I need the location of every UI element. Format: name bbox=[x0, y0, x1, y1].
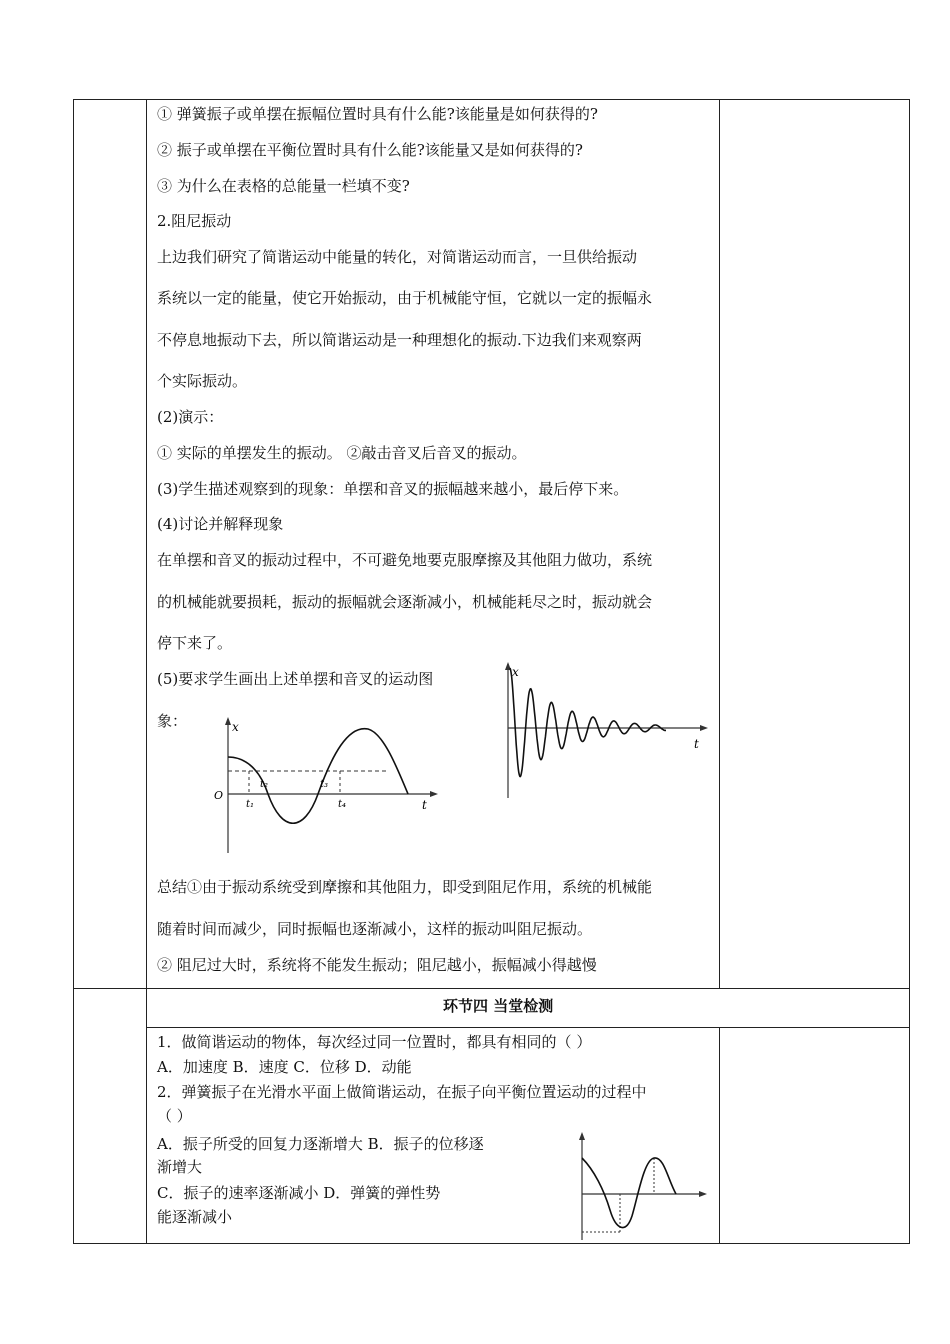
damped-heading: 2.阻尼振动 bbox=[157, 212, 232, 230]
quiz-q2-option-cd: C．振子的速率逐渐减小 D．弹簧的弹性势 bbox=[157, 1184, 441, 1202]
graph1-x-label: t bbox=[422, 798, 427, 812]
quiz-wave-graph bbox=[576, 1130, 711, 1242]
q2-line: ② 振子或单摆在平衡位置时具有什么能?该能量又是如何获得的? bbox=[157, 141, 583, 159]
col-divider-right-2 bbox=[719, 1027, 720, 1244]
graph1-y-label: x bbox=[232, 720, 239, 734]
quiz-q2: 2．弹簧振子在光滑水平面上做简谐运动，在振子向平衡位置运动的过程中 bbox=[157, 1083, 647, 1101]
graph1-t1: t₁ bbox=[246, 799, 255, 810]
damped-graph bbox=[498, 660, 718, 800]
summary-line: 随着时间而减少，同时振幅也逐渐减小，这样的振动叫阻尼振动。 bbox=[157, 920, 593, 938]
quiz-q1: 1．做简谐运动的物体，每次经过同一位置时，都具有相同的（ ） bbox=[157, 1033, 592, 1051]
q1-line: ① 弹簧振子或单摆在振幅位置时具有什么能?该能量是如何获得的? bbox=[157, 105, 598, 123]
row-divider-1 bbox=[73, 988, 910, 989]
summary-line: ② 阻尼过大时，系统将不能发生振动；阻尼越小，振幅减小得越慢 bbox=[157, 956, 597, 974]
graph1-t2: t₂ bbox=[260, 779, 269, 790]
row-divider-2 bbox=[146, 1027, 910, 1028]
section-header: 环节四 当堂检测 bbox=[443, 997, 554, 1015]
quiz-q2-option-ab: A．振子所受的回复力逐渐增大 B．振子的位移逐 bbox=[157, 1135, 484, 1153]
quiz-q2-option-ab-cont: 渐增大 bbox=[157, 1158, 203, 1176]
summary-line: 总结①由于振动系统受到摩擦和其他阻力，即受到阻尼作用，系统的机械能 bbox=[157, 878, 653, 896]
graph1-t3: t₃ bbox=[320, 779, 329, 790]
para-line: 不停息地振动下去，所以简谐运动是一种理想化的振动.下边我们来观察两 bbox=[157, 331, 642, 349]
draw-instruction: (5)要求学生画出上述单摆和音叉的运动图 bbox=[157, 670, 434, 688]
quiz-q2-option-cd-cont: 能逐渐减小 bbox=[157, 1208, 233, 1226]
para-line: 停下来了。 bbox=[157, 634, 233, 652]
observe-line: (3)学生描述观察到的现象：单摆和音叉的振幅越来越小，最后停下来。 bbox=[157, 480, 629, 498]
col-divider-left bbox=[146, 99, 147, 1244]
graph1-origin: O bbox=[214, 789, 224, 802]
para-line: 在单摆和音叉的振动过程中，不可避免地要克服摩擦及其他阻力做功，系统 bbox=[157, 551, 653, 569]
draw-instruction-cont: 象： bbox=[157, 712, 188, 730]
graph2-x-label: t bbox=[694, 737, 699, 751]
para-line: 系统以一定的能量，使它开始振动，由于机械能守恒，它就以一定的振幅永 bbox=[157, 289, 653, 307]
demo-heading: (2)演示： bbox=[157, 408, 224, 426]
graph2-y-label: x bbox=[512, 665, 519, 679]
para-line: 上边我们研究了简谐运动中能量的转化，对简谐运动而言，一旦供给振动 bbox=[157, 248, 638, 266]
sine-graph bbox=[208, 715, 448, 855]
quiz-q1-options: A．加速度 B．速度 C．位移 D．动能 bbox=[157, 1058, 412, 1076]
discuss-heading: (4)讨论并解释现象 bbox=[157, 515, 284, 533]
q3-line: ③ 为什么在表格的总能量一栏填不变? bbox=[157, 177, 410, 195]
para-line: 的机械能就要损耗，振动的振幅就会逐渐减小，机械能耗尽之时，振动就会 bbox=[157, 593, 653, 611]
quiz-q2-paren: （ ） bbox=[157, 1107, 192, 1125]
demo-line: ① 实际的单摆发生的振动。 ②敲击音叉后音叉的振动。 bbox=[157, 444, 527, 462]
col-divider-right bbox=[719, 99, 720, 988]
graph1-t4: t₄ bbox=[338, 799, 347, 810]
para-line: 个实际振动。 bbox=[157, 372, 248, 390]
